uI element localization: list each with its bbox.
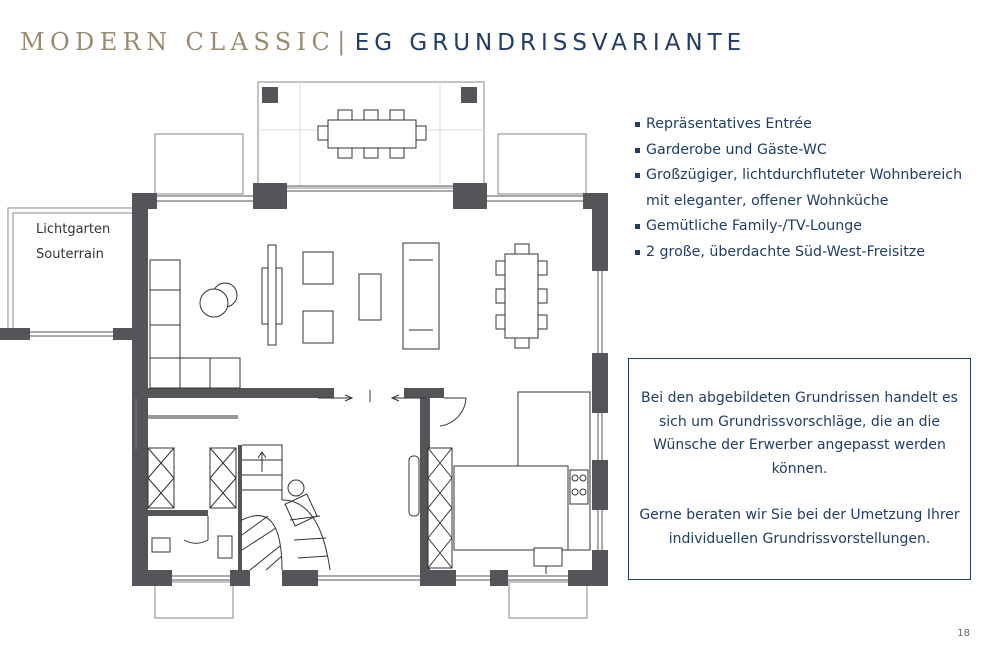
feature-text-continued: mit eleganter, offener Wohnküche [646,192,889,209]
page-title [20,28,746,56]
lichtgarten-label-line2: Souterrain [36,247,104,262]
kitchen [454,392,590,574]
terrace-dining-set [318,110,426,158]
feature-list [634,112,962,265]
lichtgarten-label [36,217,110,267]
feature-text: Gemütliche Family-/TV-Lounge [646,218,863,234]
feature-text: 2 große, überdachte Süd-West-Freisitze [646,243,925,260]
page-number: 18 [957,628,970,639]
lichtgarten-label-line1: Lichtgarten [36,222,111,237]
feature-item [634,112,962,138]
info-paragraph-1: Bei den abgebildeten Grundrissen handelt es sich um Grundrissvorschläge, die an die Wünsche der Erwerber angepasst werden können. [641,390,958,477]
info-box [628,358,971,580]
title-part-2: EG GRUNDRISSVARIANTE [354,30,747,56]
terrace-post-left [262,87,278,103]
info-paragraph-2: Gerne beraten wir Sie bei der Umetzung Ihrer individuellen Grundrissvorstellungen. [639,507,960,547]
feature-item [634,163,962,214]
feature-item [634,240,962,266]
title-separator: | [337,28,351,56]
living-furniture [150,243,547,388]
floor-plan [0,80,620,625]
feature-text: Großzügiger, lichtdurchfluteter Wohnbereich [646,167,963,183]
staircase [242,445,330,570]
bay-bottom-left [155,582,233,618]
bay-bottom-right [509,582,587,618]
title-part-1: MODERN CLASSIC [20,28,336,56]
feature-text: Repräsentatives Entrée [646,116,812,132]
feature-item [634,138,962,164]
wardrobes [148,448,452,568]
balcony-left [155,134,243,194]
feature-item [634,214,962,240]
terrace-post-right [461,87,477,103]
balcony-right [498,134,586,194]
feature-text: Garderobe und Gäste-WC [646,141,827,158]
